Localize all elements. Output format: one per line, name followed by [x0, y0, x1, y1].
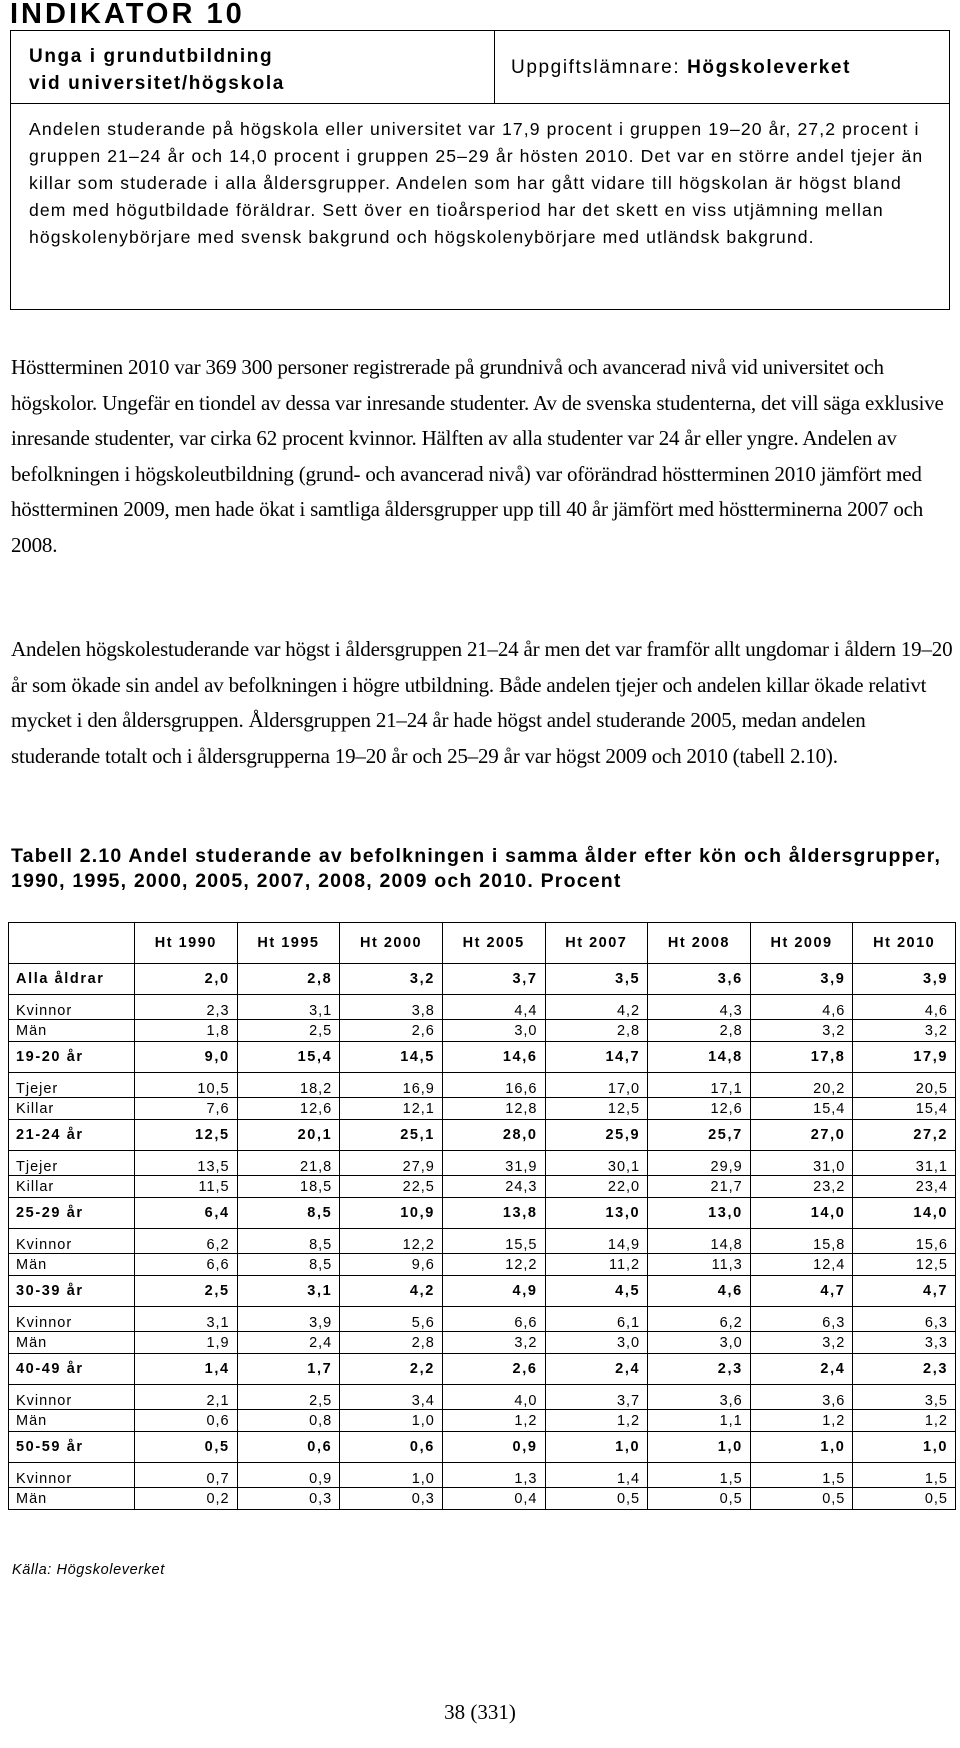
table-cell: 2,8	[340, 1332, 443, 1354]
table-row	[9, 1151, 956, 1176]
table-cell: 27,2	[853, 1120, 956, 1151]
table-cell: 3,7	[545, 1385, 648, 1410]
table-caption: Tabell 2.10 Andel studerande av befolkningen i samma ålder efter kön och åldersgrupper, 1990, 1995, 2000, 2005, 2007, 2008, 2009 och 2010. Procent	[11, 845, 942, 892]
table-cell: 3,4	[340, 1385, 443, 1410]
table-cell: 17,9	[853, 1042, 956, 1073]
table-cell: 3,2	[340, 964, 443, 995]
table-group-row	[9, 1354, 956, 1385]
table-cell: 3,7	[442, 964, 545, 995]
table-cell: 3,0	[545, 1332, 648, 1354]
table-cell: 2,5	[237, 1385, 340, 1410]
table-cell: 14,8	[648, 1042, 751, 1073]
table-cell: 12,1	[340, 1098, 443, 1120]
table-cell: 3,9	[237, 1307, 340, 1332]
table-cell: 4,2	[545, 995, 648, 1020]
table-cell: 1,0	[545, 1432, 648, 1463]
table-row	[9, 1410, 956, 1432]
table-row	[9, 1254, 956, 1276]
row-label: Män	[9, 1020, 135, 1042]
reporter-label: Uppgiftslämnare:	[511, 57, 688, 78]
table-cell: 14,7	[545, 1042, 648, 1073]
table-cell: 6,2	[135, 1229, 238, 1254]
table-cell: 1,8	[135, 1020, 238, 1042]
table-cell: 1,5	[750, 1463, 853, 1488]
table-cell: 2,3	[135, 995, 238, 1020]
table-cell: 0,5	[648, 1488, 751, 1510]
table-cell: 14,0	[853, 1198, 956, 1229]
table-cell: 12,5	[545, 1098, 648, 1120]
table-cell: 25,7	[648, 1120, 751, 1151]
table-cell: 27,9	[340, 1151, 443, 1176]
table-cell: 4,7	[750, 1276, 853, 1307]
table-cell: 31,1	[853, 1151, 956, 1176]
table-cell: 15,4	[750, 1098, 853, 1120]
indicator-title-line-1: Unga i grundutbildning	[29, 46, 274, 67]
table-cell: 3,2	[750, 1020, 853, 1042]
table-group-row	[9, 1198, 956, 1229]
table-cell: 3,1	[237, 995, 340, 1020]
table-cell: 12,2	[442, 1254, 545, 1276]
row-label: Män	[9, 1254, 135, 1276]
table-cell: 1,0	[340, 1463, 443, 1488]
table-cell: 15,4	[853, 1098, 956, 1120]
table-cell: 13,0	[545, 1198, 648, 1229]
table-cell: 4,7	[853, 1276, 956, 1307]
table-cell: 0,5	[135, 1432, 238, 1463]
table-cell: 4,0	[442, 1385, 545, 1410]
table-cell: 11,2	[545, 1254, 648, 1276]
table-cell: 27,0	[750, 1120, 853, 1151]
table-cell: 2,5	[135, 1276, 238, 1307]
table-header-cell: Ht 2008	[648, 923, 751, 964]
table-cell: 6,6	[442, 1307, 545, 1332]
table-cell: 1,2	[853, 1410, 956, 1432]
reporter-name: Högskoleverket	[687, 57, 852, 78]
table-cell: 3,6	[648, 1385, 751, 1410]
table-cell: 1,5	[853, 1463, 956, 1488]
table-group-row	[9, 964, 956, 995]
table-cell: 1,4	[135, 1354, 238, 1385]
table-cell: 25,1	[340, 1120, 443, 1151]
table-cell: 12,5	[853, 1254, 956, 1276]
row-label: Tjejer	[9, 1151, 135, 1176]
table-cell: 13,0	[648, 1198, 751, 1229]
indicator-heading: INDIKATOR 10	[10, 0, 245, 30]
table-cell: 3,8	[340, 995, 443, 1020]
row-label: 30-39 år	[9, 1276, 135, 1307]
table-cell: 2,3	[648, 1354, 751, 1385]
row-label: Alla åldrar	[9, 964, 135, 995]
table-cell: 22,0	[545, 1176, 648, 1198]
table-cell: 2,8	[237, 964, 340, 995]
table-cell: 3,1	[237, 1276, 340, 1307]
table-cell: 1,9	[135, 1332, 238, 1354]
table-cell: 4,3	[648, 995, 751, 1020]
table-cell: 15,8	[750, 1229, 853, 1254]
table-cell: 18,5	[237, 1176, 340, 1198]
table-body	[9, 964, 956, 1510]
table-cell: 12,5	[135, 1120, 238, 1151]
row-label: Kvinnor	[9, 1229, 135, 1254]
table-row	[9, 1073, 956, 1098]
table-cell: 4,6	[853, 995, 956, 1020]
table-cell: 17,8	[750, 1042, 853, 1073]
table-header-row	[9, 923, 956, 964]
table-cell: 6,2	[648, 1307, 751, 1332]
table-row	[9, 1307, 956, 1332]
table-cell: 12,6	[237, 1098, 340, 1120]
table-row	[9, 1488, 956, 1510]
table-cell: 1,2	[545, 1410, 648, 1432]
table-cell: 3,6	[750, 1385, 853, 1410]
table-header-cell: Ht 2007	[545, 923, 648, 964]
table-row	[9, 1229, 956, 1254]
row-label: 21-24 år	[9, 1120, 135, 1151]
table-cell: 2,4	[545, 1354, 648, 1385]
table-cell: 2,6	[340, 1020, 443, 1042]
table-cell: 4,6	[750, 995, 853, 1020]
table-cell: 31,0	[750, 1151, 853, 1176]
table-cell: 2,6	[442, 1354, 545, 1385]
table-cell: 2,2	[340, 1354, 443, 1385]
table-cell: 5,6	[340, 1307, 443, 1332]
table-cell: 6,1	[545, 1307, 648, 1332]
table-cell: 10,5	[135, 1073, 238, 1098]
row-label: 25-29 år	[9, 1198, 135, 1229]
table-cell: 0,5	[750, 1488, 853, 1510]
table-cell: 4,6	[648, 1276, 751, 1307]
table-cell: 30,1	[545, 1151, 648, 1176]
table-cell: 16,6	[442, 1073, 545, 1098]
table-cell: 0,6	[135, 1410, 238, 1432]
table-cell: 3,3	[853, 1332, 956, 1354]
table-cell: 1,7	[237, 1354, 340, 1385]
table-cell: 10,9	[340, 1198, 443, 1229]
table-cell: 2,5	[237, 1020, 340, 1042]
table-row	[9, 1020, 956, 1042]
table-cell: 13,8	[442, 1198, 545, 1229]
table-cell: 0,9	[442, 1432, 545, 1463]
indicator-box	[10, 30, 950, 310]
table-cell: 22,5	[340, 1176, 443, 1198]
table-cell: 0,4	[442, 1488, 545, 1510]
table-cell: 4,2	[340, 1276, 443, 1307]
table-cell: 4,9	[442, 1276, 545, 1307]
row-label: Kvinnor	[9, 1307, 135, 1332]
table-cell: 0,5	[853, 1488, 956, 1510]
table-cell: 23,2	[750, 1176, 853, 1198]
table-cell: 12,8	[442, 1098, 545, 1120]
table-cell: 0,6	[340, 1432, 443, 1463]
table-cell: 1,0	[750, 1432, 853, 1463]
row-label: Män	[9, 1488, 135, 1510]
table-source: Källa: Högskoleverket	[12, 1562, 165, 1578]
table-cell: 3,9	[853, 964, 956, 995]
indicator-reporter	[495, 31, 949, 103]
row-label: 50-59 år	[9, 1432, 135, 1463]
data-table	[8, 922, 956, 1510]
table-cell: 11,5	[135, 1176, 238, 1198]
indicator-title	[11, 31, 495, 103]
table-cell: 11,3	[648, 1254, 751, 1276]
table-row	[9, 1332, 956, 1354]
table-cell: 12,6	[648, 1098, 751, 1120]
table-cell: 21,8	[237, 1151, 340, 1176]
table-header-corner	[9, 923, 135, 964]
table-cell: 6,4	[135, 1198, 238, 1229]
table-cell: 15,6	[853, 1229, 956, 1254]
table-cell: 2,4	[750, 1354, 853, 1385]
table-row	[9, 1463, 956, 1488]
table-cell: 4,4	[442, 995, 545, 1020]
table-cell: 14,9	[545, 1229, 648, 1254]
indicator-summary: Andelen studerande på högskola eller universitet var 17,9 procent i gruppen 19–20 år, 27,2 procent i gruppen 21–24 år och 14,0 procent i gruppen 25–29 år hösten 2010. Det var en större andel tjejer än killar som studerade i alla åldersgrupper. Andelen som har gått vidare till högskolan är högst bland dem med högutbildade föräldrar. Sett över en tioårsperiod har det skett en viss utjämning mellan högskolenybörjare med svensk bakgrund och högskolenybörjare med utländsk bakgrund.	[29, 119, 924, 247]
table-group-row	[9, 1276, 956, 1307]
table-cell: 1,3	[442, 1463, 545, 1488]
row-label: Män	[9, 1332, 135, 1354]
table-cell: 14,6	[442, 1042, 545, 1073]
table-cell: 8,5	[237, 1229, 340, 1254]
indicator-title-line-2: vid universitet/högskola	[29, 73, 285, 94]
table-cell: 0,9	[237, 1463, 340, 1488]
table-cell: 3,6	[648, 964, 751, 995]
table-cell: 0,7	[135, 1463, 238, 1488]
table-cell: 3,2	[853, 1020, 956, 1042]
table-header-cell: Ht 1990	[135, 923, 238, 964]
table-cell: 16,9	[340, 1073, 443, 1098]
table-cell: 1,0	[648, 1432, 751, 1463]
table-cell: 14,0	[750, 1198, 853, 1229]
table-cell: 12,2	[340, 1229, 443, 1254]
table-row	[9, 1176, 956, 1198]
table-cell: 18,2	[237, 1073, 340, 1098]
table-cell: 17,1	[648, 1073, 751, 1098]
table-cell: 0,8	[237, 1410, 340, 1432]
row-label: 40-49 år	[9, 1354, 135, 1385]
table-cell: 6,3	[750, 1307, 853, 1332]
table-cell: 1,5	[648, 1463, 751, 1488]
table-row	[9, 1098, 956, 1120]
table-cell: 24,3	[442, 1176, 545, 1198]
body-paragraph-1: Höstterminen 2010 var 369 300 personer registrerade på grundnivå och avancerad nivå vid universitet och högskolor. Ungefär en tiondel av dessa var inresande studenter. Av de svenska studenterna, det vill säga exklusive inresande studenter, var cirka 62 procent kvinnor. Hälften av alla studenter var 24 år eller yngre. Andelen av befolkningen i högskoleutbildning (grund- och avancerad nivå) var oförändrad höstterminen 2010 jämfört med höstterminen 2009, men hade ökat i samtliga åldersgrupper upp till 40 år jämfört med höstterminerna 2007 och 2008.	[11, 355, 944, 557]
body-paragraph-2: Andelen högskolestuderande var högst i åldersgruppen 21–24 år men det var framför allt ungdomar i åldern 19–20 år som ökade sin andel av befolkningen i högre utbildning. Både andelen tjejer och andelen killar ökade relativt mycket i den åldersgruppen. Åldersgruppen 21–24 år hade högst andel studerande 2005, medan andelen studerande totalt och i åldersgrupperna 19–20 år och 25–29 år var högst 2009 och 2010 (tabell 2.10).	[11, 637, 953, 768]
row-label: Kvinnor	[9, 1385, 135, 1410]
table-group-row	[9, 1120, 956, 1151]
table-cell: 25,9	[545, 1120, 648, 1151]
table-cell: 0,2	[135, 1488, 238, 1510]
indicator-header-row	[11, 31, 949, 104]
table-cell: 3,2	[750, 1332, 853, 1354]
table-cell: 2,3	[853, 1354, 956, 1385]
table-cell: 1,2	[750, 1410, 853, 1432]
table-cell: 1,4	[545, 1463, 648, 1488]
table-cell: 2,8	[648, 1020, 751, 1042]
table-cell: 6,6	[135, 1254, 238, 1276]
row-label: Killar	[9, 1098, 135, 1120]
table-header-cell: Ht 2000	[340, 923, 443, 964]
page-number: 38 (331)	[444, 1700, 516, 1724]
table-cell: 23,4	[853, 1176, 956, 1198]
table-cell: 17,0	[545, 1073, 648, 1098]
table-cell: 2,4	[237, 1332, 340, 1354]
table-cell: 14,5	[340, 1042, 443, 1073]
table-cell: 21,7	[648, 1176, 751, 1198]
table-header-cell: Ht 2005	[442, 923, 545, 964]
row-label: 19-20 år	[9, 1042, 135, 1073]
row-label: Killar	[9, 1176, 135, 1198]
table-row	[9, 995, 956, 1020]
table-cell: 20,1	[237, 1120, 340, 1151]
table-cell: 3,5	[853, 1385, 956, 1410]
table-group-row	[9, 1042, 956, 1073]
table-cell: 9,0	[135, 1042, 238, 1073]
table-cell: 29,9	[648, 1151, 751, 1176]
table-cell: 15,5	[442, 1229, 545, 1254]
table-cell: 8,5	[237, 1254, 340, 1276]
table-cell: 0,3	[237, 1488, 340, 1510]
table-cell: 3,5	[545, 964, 648, 995]
table-cell: 1,0	[340, 1410, 443, 1432]
table-cell: 2,0	[135, 964, 238, 995]
table-cell: 0,5	[545, 1488, 648, 1510]
table-cell: 20,5	[853, 1073, 956, 1098]
row-label: Kvinnor	[9, 995, 135, 1020]
table-row	[9, 1385, 956, 1410]
table-cell: 1,2	[442, 1410, 545, 1432]
table-cell: 3,2	[442, 1332, 545, 1354]
table-cell: 1,1	[648, 1410, 751, 1432]
table-cell: 0,6	[237, 1432, 340, 1463]
table-cell: 3,0	[648, 1332, 751, 1354]
table-header-cell: Ht 1995	[237, 923, 340, 964]
table-cell: 13,5	[135, 1151, 238, 1176]
table-cell: 12,4	[750, 1254, 853, 1276]
table-cell: 2,8	[545, 1020, 648, 1042]
table-cell: 20,2	[750, 1073, 853, 1098]
table-cell: 7,6	[135, 1098, 238, 1120]
table-header-cell: Ht 2009	[750, 923, 853, 964]
table-cell: 28,0	[442, 1120, 545, 1151]
table-cell: 1,0	[853, 1432, 956, 1463]
table-cell: 15,4	[237, 1042, 340, 1073]
table-cell: 3,1	[135, 1307, 238, 1332]
row-label: Män	[9, 1410, 135, 1432]
row-label: Kvinnor	[9, 1463, 135, 1488]
row-label: Tjejer	[9, 1073, 135, 1098]
table-cell: 8,5	[237, 1198, 340, 1229]
table-cell: 31,9	[442, 1151, 545, 1176]
table-cell: 2,1	[135, 1385, 238, 1410]
table-group-row	[9, 1432, 956, 1463]
table-cell: 9,6	[340, 1254, 443, 1276]
table-cell: 14,8	[648, 1229, 751, 1254]
table-cell: 3,9	[750, 964, 853, 995]
table-cell: 6,3	[853, 1307, 956, 1332]
table-cell: 0,3	[340, 1488, 443, 1510]
table-header-cell: Ht 2010	[853, 923, 956, 964]
table-cell: 4,5	[545, 1276, 648, 1307]
table-cell: 3,0	[442, 1020, 545, 1042]
